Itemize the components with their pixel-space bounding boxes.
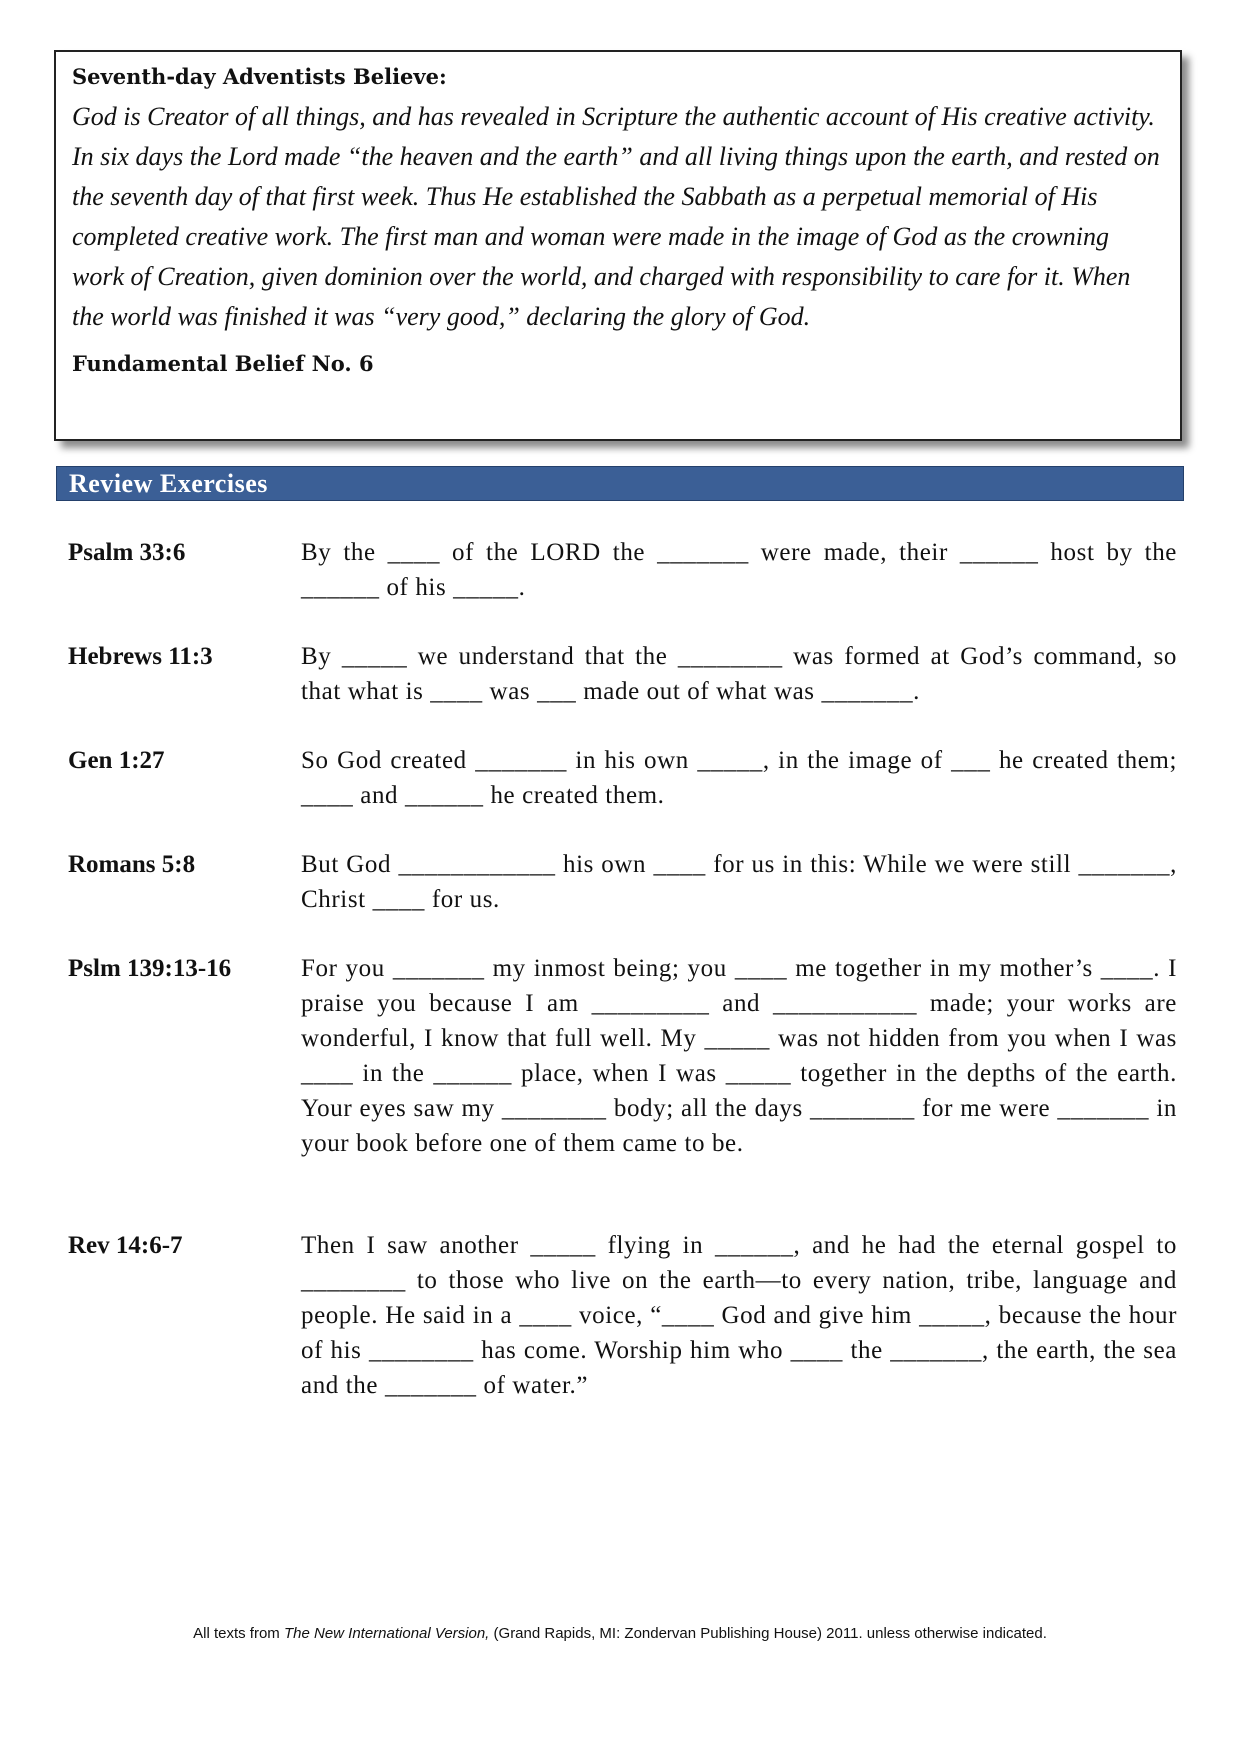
footnote-title: The New International Version, bbox=[283, 1625, 490, 1642]
exercise-text: For you _______ my inmost being; you ____ me together in my mother’s ____. I praise you because I am _________ and ___________ made; your works are wonderful, I know that full well. My _____ was not hidden from you when I was ____ in the ______ place, when I was _____ together in the depths of the earth. Your eyes saw my ________ body; all the days ________ for me were _______ in your book before one of them came to be. bbox=[301, 955, 1177, 1157]
exercise-text: By _____ we understand that the ________ was formed at God’s command, so that what is ____ was ___ made out of what was _______. bbox=[301, 643, 1177, 705]
exercise-reference: Romans 5:8 bbox=[68, 851, 196, 878]
exercise-text: So God created _______ in his own _____, in the image of ___ he created them; ____ and ______ he created them. bbox=[301, 747, 1177, 809]
exercise-reference: Hebrews 11:3 bbox=[68, 643, 213, 670]
exercise-text: Then I saw another _____ flying in ______, and he had the eternal gospel to ________ to those who live on the earth—to every nation, tribe, language and people. He said in a ____ voice, “____ God and give him _____, because the hour of his ________ has come. Worship him who ____ the _______, the earth, the sea and the _______ of water.” bbox=[301, 1232, 1177, 1399]
footnote-prefix: All texts from bbox=[193, 1625, 284, 1642]
footnote-suffix: (Grand Rapids, MI: Zondervan Publishing House) 2011. unless otherwise indicated. bbox=[489, 1625, 1047, 1642]
review-exercises-header: Review Exercises bbox=[56, 466, 1184, 501]
exercise-text: By the ____ of the LORD the _______ were made, their ______ host by the ______ of his _____. bbox=[301, 539, 1177, 601]
exercise-text: But God ____________ his own ____ for us in this: While we were still _______, Christ ____ for us. bbox=[301, 851, 1177, 913]
belief-reference: Fundamental Belief No. 6 bbox=[72, 351, 374, 376]
belief-box bbox=[54, 50, 1182, 441]
exercise-reference: Rev 14:6-7 bbox=[68, 1232, 183, 1259]
belief-heading: Seventh-day Adventists Believe: bbox=[72, 64, 447, 89]
source-footnote bbox=[0, 1625, 1240, 1642]
exercise-reference: Psalm 33:6 bbox=[68, 539, 186, 566]
exercise-reference: Gen 1:27 bbox=[68, 747, 165, 774]
exercise-reference: Pslm 139:13-16 bbox=[68, 955, 232, 982]
belief-text: God is Creator of all things, and has revealed in Scripture the authentic account of His creative activity. In six days the Lord made “the heaven and the earth” and all living things upon the earth, and rested on the seventh day of that first week. Thus He established the Sabbath as a perpetual memorial of His completed creative work. The first man and woman were made in the image of God as the crowning work of Creation, given dominion over the world, and charged with responsibility to care for it. When the world was finished it was “very good,” declaring the glory of God. bbox=[72, 102, 1160, 331]
